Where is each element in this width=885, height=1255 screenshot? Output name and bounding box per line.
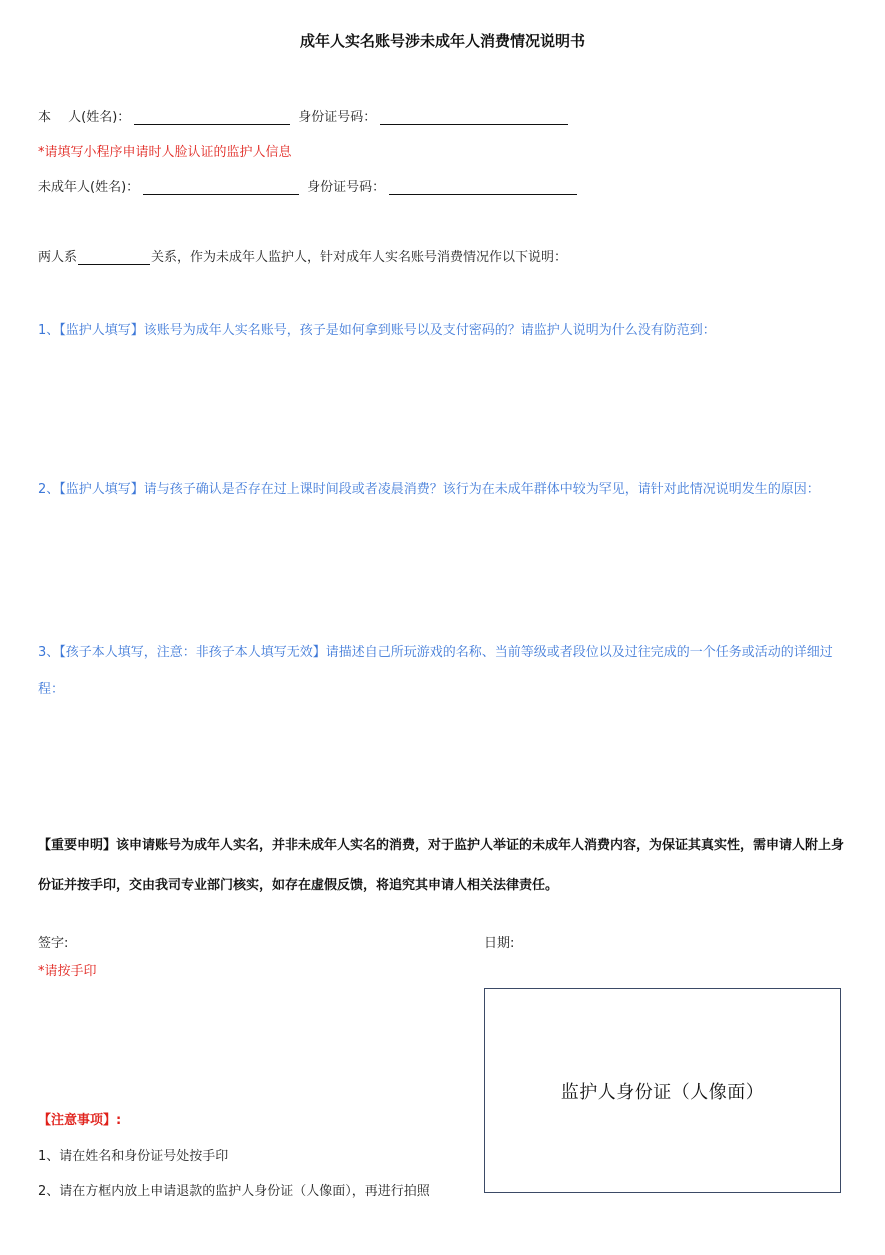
adult-note: *请填写小程序申请时人脸认证的监护人信息 [38,145,292,160]
notes-item-2: 2、请在方框内放上申请退款的监护人身份证（人像面），再进行拍照 [38,1184,430,1199]
minor-info-row [38,176,581,195]
question-3: 3、【孩子本人填写，注意：非孩子本人填写无效】请描述自己所玩游戏的名称、当前等级或者段位以及过往完成的一个任务或活动的详细过程： [38,645,833,697]
id-box-label: 监护人身份证（人像面） [560,1081,765,1103]
adult-id-field[interactable] [380,110,568,125]
notes-title: 【注意事项】: [38,1113,122,1128]
adult-id-label: 身份证号码： [298,110,377,125]
minor-id-field[interactable] [389,180,577,195]
important-declaration: 【重要申明】该申请账号为成年人实名，并非未成年人实名的消费，对于监护人举证的未成年人消费内容，为保证其真实性，需申请人附上身份证并按手印，交由我司专业部门核实，如存在虚假反馈，将追究其申请人相关法律责任。 [38,838,845,893]
minor-id-label: 身份证号码： [307,180,386,195]
relation-suffix: 关系，作为未成年人监护人，针对成年人实名账号消费情况作以下说明： [151,250,568,265]
minor-name-field[interactable] [143,180,299,195]
relation-row [38,246,567,265]
question-1: 1、【监护人填写】该账号为成年人实名账号，孩子是如何拿到账号以及支付密码的？请监护人说明为什么没有防范到： [38,323,716,338]
relation-prefix: 两人系 [38,250,78,265]
id-photo-box [484,988,841,1193]
notes-item-1: 1、请在姓名和身份证号处按手印 [38,1149,229,1164]
adult-info-row [38,106,572,125]
date-label: 日期: [484,936,515,951]
fingerprint-note: *请按手印 [38,964,97,979]
minor-name-label: 未成年人(姓名)： [38,180,140,195]
document-title: 成年人实名账号涉未成年人消费情况说明书 [299,32,585,50]
relation-field[interactable] [78,250,150,265]
signature-label: 签字: [38,936,69,951]
adult-name-label: 本 人(姓名)： [38,110,131,125]
question-2: 2、【监护人填写】请与孩子确认是否存在过上课时间段或者凌晨消费？该行为在未成年群体中较为罕见，请针对此情况说明发生的原因： [38,482,820,497]
adult-name-field[interactable] [134,110,290,125]
